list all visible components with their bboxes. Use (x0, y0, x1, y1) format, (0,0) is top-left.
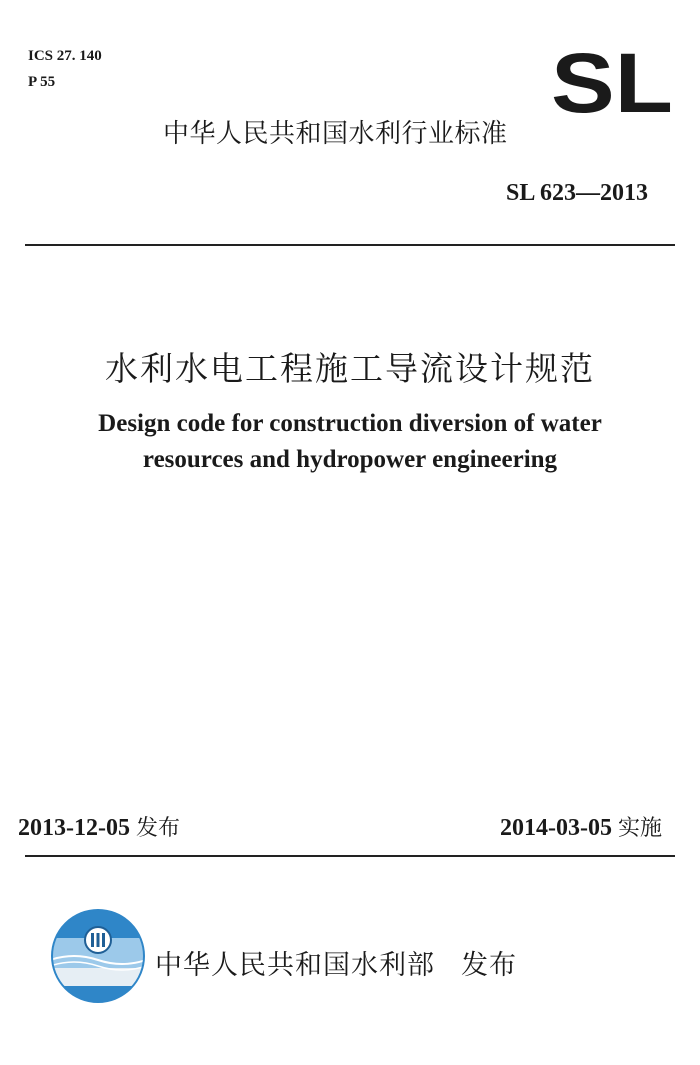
ccs-code: P 55 (28, 74, 56, 90)
issue-label: 发布 (135, 816, 180, 841)
standard-number: SL 623—2013 (505, 180, 648, 206)
publisher (155, 946, 517, 986)
bottom-divider (25, 855, 675, 857)
title-english-line2: resources and hydropower engineering (142, 446, 558, 473)
top-divider (25, 244, 675, 246)
implement-date-value: 2014-03-05 (500, 815, 612, 841)
publish-label: 发布 (461, 950, 517, 981)
implement-label: 实施 (617, 816, 662, 841)
publisher-name: 中华人民共和国水利部 (155, 950, 435, 981)
implement-date (500, 812, 662, 845)
issue-date (18, 812, 180, 845)
title-chinese: 水利水电工程施工导流设计规范 (105, 349, 595, 388)
sl-logo (549, 50, 675, 116)
anti-counterfeit-seal-icon (50, 908, 146, 1004)
ics-code: ICS 27. 140 (28, 48, 102, 64)
sl-logo-text: SL (551, 50, 673, 116)
title-english-line1: Design code for construction diversion of water (98, 410, 602, 437)
issue-date-value: 2013-12-05 (18, 815, 130, 841)
standard-category: 中华人民共和国水利行业标准 (163, 119, 508, 149)
